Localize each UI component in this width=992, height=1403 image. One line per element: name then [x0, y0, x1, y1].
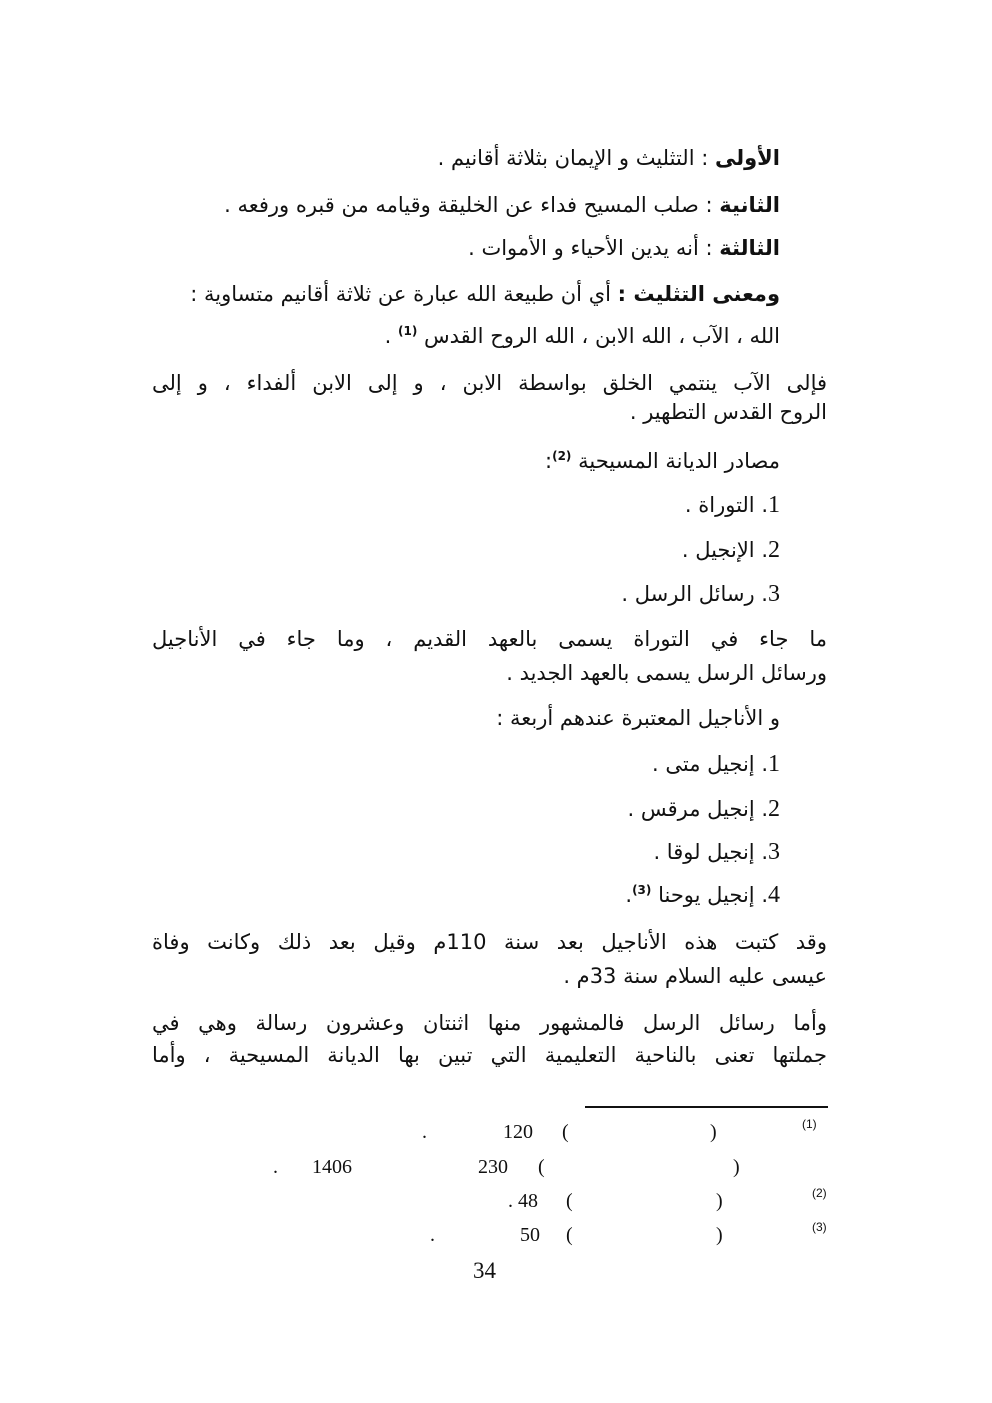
footnote-number: 120 — [503, 1121, 533, 1143]
line-sources-heading — [545, 447, 780, 475]
line-text: : التثليث و الإيمان بثلاثة أقانيم . — [437, 146, 715, 170]
footnote-paren: ( — [538, 1156, 545, 1178]
list-number: 2 — [768, 796, 780, 822]
line-text: الله ، الآب ، الله الابن ، الله الروح القدس — [424, 324, 780, 348]
list-item — [652, 750, 780, 778]
list-item — [685, 491, 780, 519]
line-third — [468, 234, 780, 262]
bold-term: الثالثة — [719, 236, 780, 260]
list-number: 4 — [768, 882, 780, 908]
line-text: . الإنجيل . — [681, 538, 768, 562]
footnote-separator — [585, 1106, 828, 1108]
footnote-paren: ) — [716, 1190, 723, 1212]
list-number: 2 — [768, 537, 780, 563]
footnote-paren: ( — [562, 1121, 569, 1143]
footnote-paren: ) — [733, 1156, 740, 1178]
page-number: 34 — [473, 1258, 496, 1283]
footnote-ref: (3) — [632, 883, 652, 897]
line-text: : — [545, 449, 553, 473]
footnote-year: 1406 — [312, 1156, 352, 1178]
list-item — [621, 580, 780, 608]
paragraph-line: وأما رسائل الرسل فالمشهور منها اثنتان وعشرون رسالة وهي في — [152, 1011, 827, 1035]
line-text: : أنه يدين الأحياء و الأموات . — [468, 236, 720, 260]
line-text: مصادر الديانة المسيحية — [578, 449, 780, 473]
list-number: 1 — [768, 492, 780, 518]
footnote-paren: ( — [566, 1224, 573, 1246]
line-text: . — [384, 324, 398, 348]
line-second — [224, 191, 780, 219]
footnote-marker: (2) — [812, 1186, 827, 1200]
paragraph-line: ما جاء في التوراة يسمى بالعهد القديم ، وما جاء في الأناجيل — [152, 627, 827, 651]
bold-term: الثانية — [719, 193, 780, 217]
paragraph-line: ورسائل الرسل يسمى بالعهد الجديد . — [506, 661, 827, 685]
paragraph-line: الروح القدس التطهير . — [629, 400, 827, 424]
list-number: 3 — [768, 581, 780, 607]
footnote-number: . 48 — [508, 1190, 538, 1212]
bold-term: الأولى — [714, 146, 780, 170]
footnote-ref: (2) — [552, 449, 572, 463]
line-text: . التوراة . — [684, 493, 768, 517]
line-text: . إنجيل مرقس . — [627, 797, 768, 821]
list-item — [625, 881, 780, 909]
footnote-dot: . — [422, 1121, 427, 1143]
line-trinity-meaning — [190, 280, 780, 308]
list-number: 3 — [768, 839, 780, 865]
footnote-paren: ( — [566, 1190, 573, 1212]
line-text: أي أن طبيعة الله عبارة عن ثلاثة أقانيم متساوية : — [190, 282, 618, 306]
line-text: . رسائل الرسل . — [621, 582, 768, 606]
bold-term: ومعنى التثليث : — [617, 282, 780, 306]
line-text: . إنجيل متى . — [652, 752, 768, 776]
paragraph-line: جملتها تعنى بالناحية التعليمية التي تبين بها الديانة المسيحية ، وأما — [152, 1043, 827, 1067]
paragraph-line: وقد كتبت هذه الأناجيل بعد سنة 110م وقيل بعد ذلك وكانت وفاة — [152, 930, 827, 954]
footnote-ref: (1) — [397, 324, 418, 338]
footnote-paren: ) — [716, 1224, 723, 1246]
paragraph-line: فإلى الآب ينتمي الخلق بواسطة الابن ، و إلى الابن ألفداء ، و إلى — [152, 371, 827, 395]
list-item — [628, 795, 781, 823]
line-gospels-heading: و الأناجيل المعتبرة عندهم أربعة : — [496, 706, 780, 730]
line-text: . — [625, 883, 633, 907]
footnote-number: 50 — [520, 1224, 540, 1246]
line-text: . إنجيل يوحنا — [658, 883, 768, 907]
list-item — [682, 536, 780, 564]
paragraph-line: عيسى عليه السلام سنة 33م . — [563, 964, 827, 988]
footnote-number: 230 — [478, 1156, 508, 1178]
footnote-dot: . — [273, 1156, 278, 1178]
footnote-dot: . — [430, 1224, 435, 1246]
list-number: 1 — [768, 751, 780, 777]
footnote-marker: (3) — [812, 1220, 827, 1234]
footnote-paren: ) — [710, 1121, 717, 1143]
line-text: . إنجيل لوقا . — [653, 840, 768, 864]
line-text: : صلب المسيح فداء عن الخليقة وقيامه من قبره ورفعه . — [224, 193, 720, 217]
line-hypostases — [385, 322, 780, 350]
list-item — [653, 838, 780, 866]
line-first — [438, 144, 780, 172]
footnote-marker: (1) — [802, 1117, 817, 1131]
